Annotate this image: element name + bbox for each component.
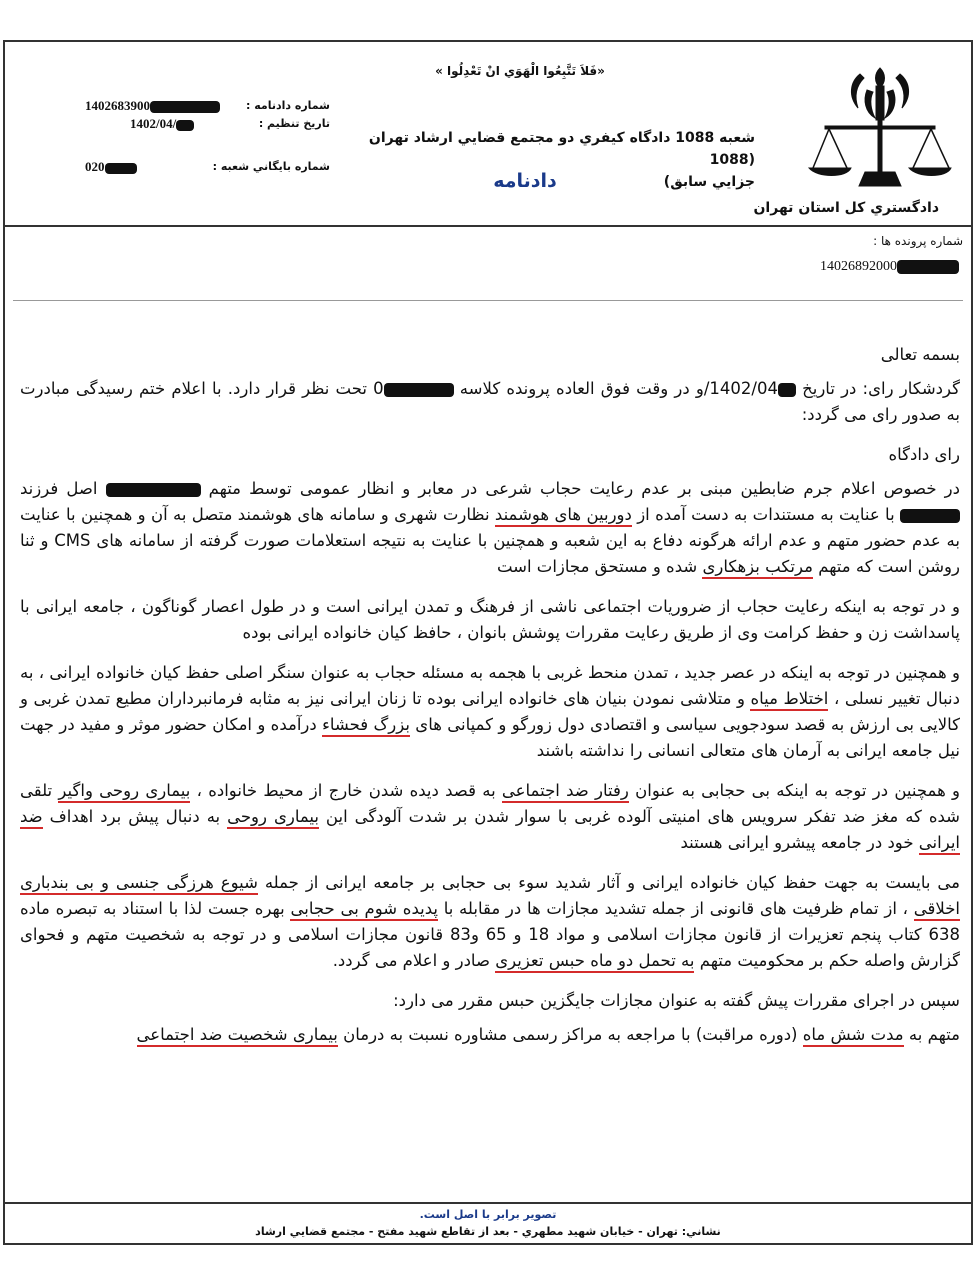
issue-date-label: تاريخ تنظيم : (258, 117, 330, 130)
underlined-phrase: مرتکب بزهکاری (702, 557, 813, 579)
underlined-phrase: پدیده شوم بی حجابی (290, 899, 437, 921)
redaction-mark (105, 163, 137, 174)
court-branch-line2: جزايي سابق) (663, 174, 755, 190)
redaction-mark (106, 483, 201, 497)
text-span: می بایست به جهت حفظ کیان خانواده ایرانی و آثار شدید سوء بی حجابی بر جامعه ایرانی از جمله (257, 873, 960, 892)
underlined-phrase: مدت شش ماه (803, 1025, 904, 1047)
issue-date-value: 1402/04/ (130, 116, 177, 131)
text-span: و همچنین در توجه به اینکه بی حجابی به عنوان (628, 781, 960, 800)
sentence-paragraph (20, 870, 960, 974)
redaction-mark (176, 120, 194, 131)
document-title: دادنامه (493, 170, 557, 192)
text-span: تلقی شده که مغز ضد تفکر سرویس های امنیتی آلوده غربی با سوار شدن بر شدت آلودگی این (20, 781, 960, 826)
case-number-text: 14026892000 (820, 259, 897, 274)
document-header (5, 42, 971, 227)
underlined-phrase: اختلاط میاه (750, 689, 828, 711)
certified-copy-note: تصوير برابر با اصل است. (419, 1208, 557, 1221)
underlined-phrase: بیماری روحی واگیر (58, 781, 190, 803)
text-span: و در وقت فوق العاده پرونده کلاسه (453, 379, 704, 398)
case-number-value (820, 259, 959, 275)
text-span: صادر و اعلام می گردد. (332, 951, 496, 970)
court-branch-line1: شعبه 1088 دادگاه کيفري دو مجتمع قضايي ارشاد تهران (1088 (368, 130, 755, 168)
underlined-phrase: به تحمل دو ماه حبس تعزیری (495, 951, 694, 973)
hearing-date: 1402/04/ (703, 379, 778, 398)
proceedings-paragraph (20, 376, 960, 428)
text-span: بهره جست لذا با استناد به تبصره ماده 638 کتاب پنجم تعزیرات از قانون مجازات اسلامی و مواد 18 و 65 و83 قانون مجازات اسلامی و در توجه به شخصیت متهم و فحوای گزارش واصله حکم بر محکومیت متهم (20, 899, 960, 970)
divider (13, 300, 963, 301)
underlined-phrase: رفتار ضد اجتماعی (502, 781, 629, 803)
archive-number-row (85, 158, 330, 176)
text-span: و همچنین در توجه به اینکه در عصر جدید ، تمدن منحط غربی با هجمه به مسئله حجاب به عنوان سنگر اصلی حفظ کیان خانواده ایرانی ، به دنبال تغییر نسلی ، (20, 663, 960, 708)
text-span: درآمده و امکان حضور موثر و مفید در جهت نیل جامعه ایرانی به آرمان های متعالی انسانی را نداشته باشند (20, 715, 960, 760)
text-span: به قصد دیده شدن خارج از محیط خانواده ، (190, 781, 502, 800)
text-span: نظارت شهری و سامانه های هوشمند متصل به آن و همچنین با عنایت به عدم حضور متهم و عدم ارائه هرگونه دفاع به این شعبه و همچنین با عنایت به نتیجه استعلامات صورت گرفته از سامانه های CMS و ثنا روشن است که متهم (20, 505, 960, 576)
alternative-punishment-intro: سپس در اجرای مقررات پیش گفته به عنوان مجازات جایگزین حبس مقرر می دارد: (393, 991, 960, 1010)
underlined-phrase: دوربین های هوشمند (495, 505, 632, 527)
underlined-phrase: بیماری روحی (227, 807, 319, 829)
verdict-body (20, 342, 960, 1062)
text-span: در خصوص اعلام جرم ضابطین مبنی بر عدم رعایت حجاب شرعی در معابر و انظار عمومی توسط متهم (200, 479, 960, 498)
judiciary-emblem-icon (805, 60, 955, 200)
verdict-number-value: 1402683900 (85, 98, 150, 113)
text-span: شده و مستحق مجازات است (496, 557, 703, 576)
text-span: گردشکار رای: در تاریخ (795, 379, 960, 398)
reasoning-paragraph-1: و در توجه به اینکه رعایت حجاب از ضروریات اجتماعی ناشی از فرهنگ و تمدن ایرانی است و در طول اعصار گوناگون ، جامعه ایرانی با پاسداشت زن و حفظ کرامت وی از طریق رعایت مقررات پوشش بانوان ، حافظ کیان خانواده ایرانی بوده (20, 597, 960, 642)
text-span: و متلاشی نمودن بنیان های خانواده ایرانی بوده تا زنان ایرانی نیز به مثابه فرمانبرداران مطیع تمدن غربی و کالایی بی ارزش به قصد سودجویی سیاسی و اقتصادی دول زورگو و کمپانی های (20, 689, 960, 734)
underlined-phrase: بیماری شخصیت ضد اجتماعی (137, 1025, 338, 1047)
case-number-label: شماره پرونده ها : (873, 234, 963, 248)
alternative-punishment (20, 1022, 960, 1048)
verdict-document (3, 40, 973, 1245)
invocation: بسمه تعالی (880, 345, 960, 364)
organization-name: دادگستري کل استان تهران (753, 200, 939, 216)
text-span: متهم به (903, 1025, 960, 1044)
underlined-phrase: بزرگ فحشاء (322, 715, 410, 737)
document-footer (5, 1202, 971, 1238)
text-span: به دنبال پیش برد اهداف (42, 807, 228, 826)
text-span: اصل فرزند (20, 479, 106, 498)
quran-verse: «فَلاَ تَتَّبِعُوا الْهَوَي انْ تَعْدِلُوا » (435, 64, 605, 78)
issue-date-row (85, 115, 330, 133)
text-span: با عنایت به مستندات به دست آمده از (631, 505, 901, 524)
text-span: ، از تمام ظرفیت های قانونی از جمله تشدید مجازات ها در مقابله با (437, 899, 914, 918)
case-class-number: 0 (373, 379, 384, 398)
document-meta (85, 97, 330, 176)
verdict-number-label: شماره دادنامه : (245, 99, 330, 112)
text-span: (دوره مراقبت) با مراجعه به مراکز رسمی مشاوره نسبت به درمان (337, 1025, 803, 1044)
archive-number-value: 020 (85, 159, 105, 174)
reasoning-paragraph-2 (20, 660, 960, 764)
redaction-mark (384, 383, 454, 397)
court-address: نشاني: تهران - خيابان شهيد مطهري - بعد از تقاطع شهيد مفتح - مجتمع قضايي ارشاد (255, 1225, 721, 1238)
redaction-mark (900, 509, 960, 523)
underlined-phrase: ضد ایرانی (20, 807, 960, 855)
section-heading: رای دادگاه (888, 445, 960, 464)
reasoning-paragraph-3 (20, 778, 960, 856)
redaction-mark (150, 101, 220, 113)
redaction-mark (897, 260, 959, 274)
underlined-phrase: شیوع هرزگی جنسی و بی بندباری اخلاقی (20, 873, 960, 921)
text-span: خود در جامعه پیشرو ایرانی هستند (680, 833, 919, 852)
verdict-number-row (85, 97, 330, 115)
text-span: تحت نظر قرار دارد. با اعلام ختم رسیدگی مبادرت به صدور رای می گردد: (20, 379, 960, 424)
redaction-mark (778, 383, 796, 397)
archive-number-label: شماره بايگاني شعبه : (212, 160, 330, 173)
charge-paragraph (20, 476, 960, 580)
